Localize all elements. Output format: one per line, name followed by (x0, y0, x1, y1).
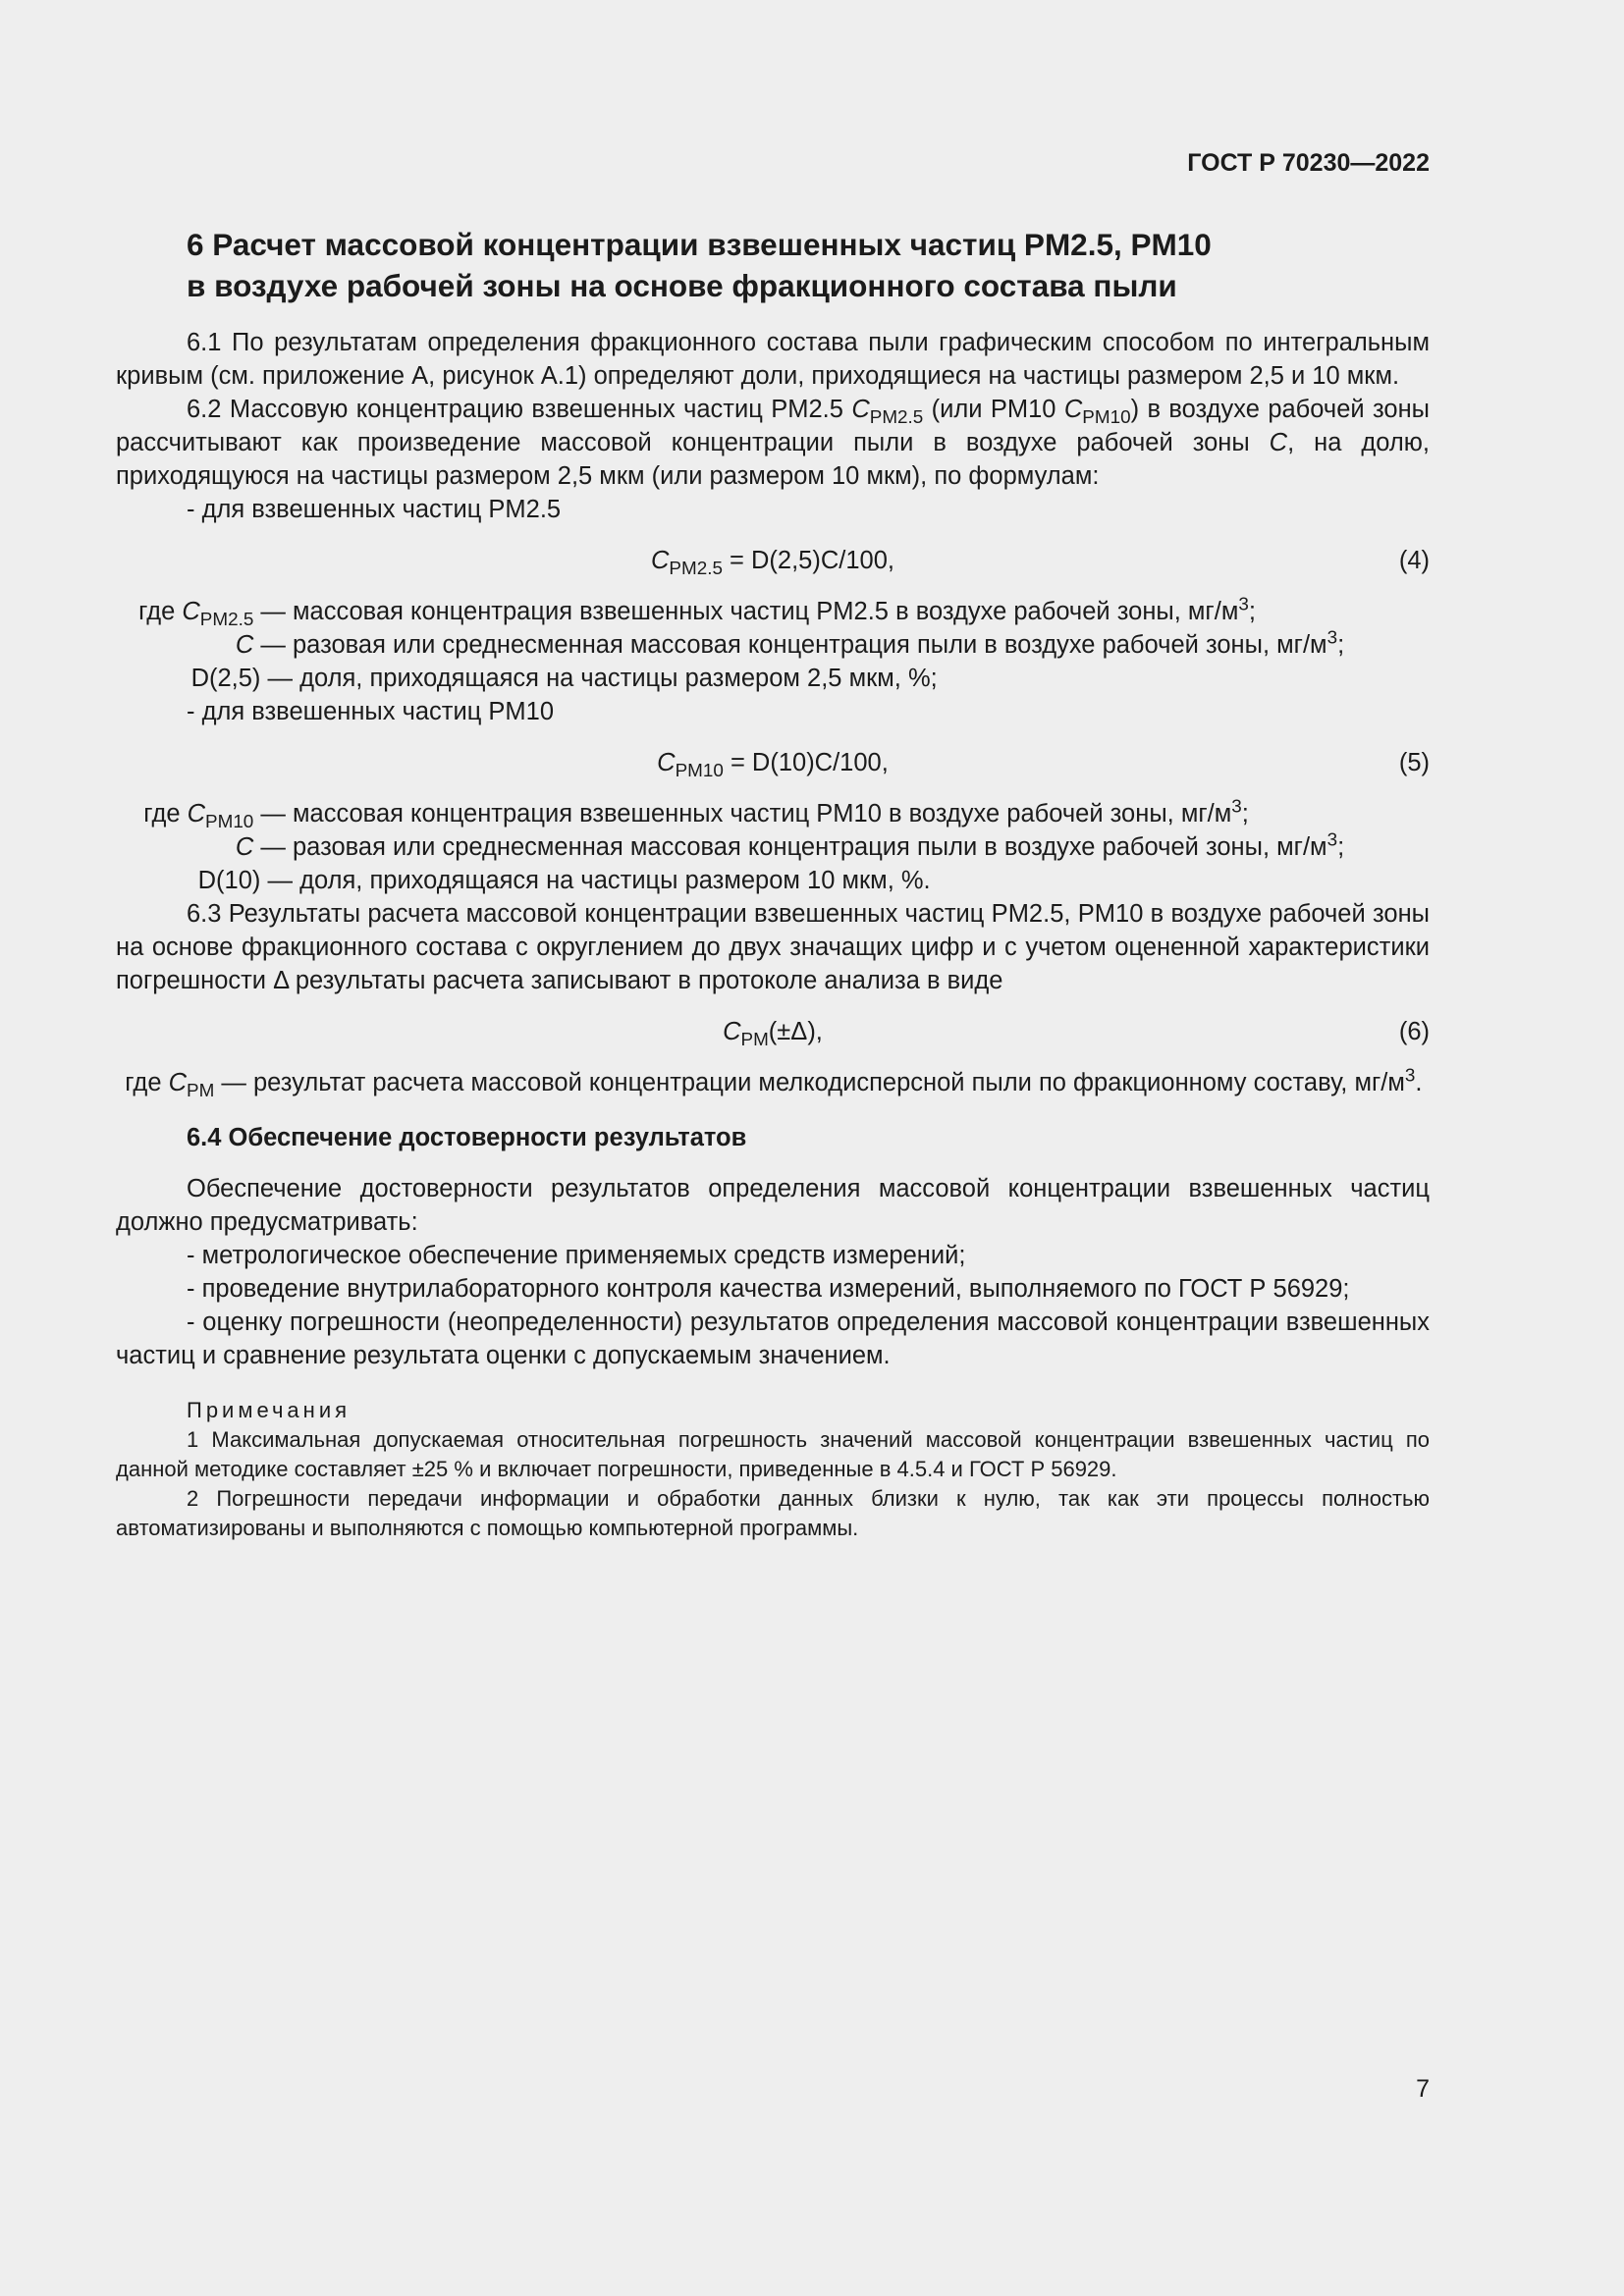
symbol-c: C (182, 598, 200, 625)
symbol-c: C (1063, 396, 1083, 423)
text-run: доля, приходящаяся на частицы размером 10 мкм, %. (299, 867, 931, 894)
definition-text (293, 628, 1430, 662)
page-content (116, 224, 1430, 1543)
formula-4-expression (116, 544, 1430, 577)
formula-4-number: (4) (1398, 547, 1430, 574)
definition-term (116, 830, 293, 864)
superscript-3: 3 (1326, 626, 1338, 648)
formula-5-number: (5) (1398, 749, 1430, 776)
list-item: - проведение внутрилабораторного контроля качества измерений, выполняемого по ГОСТ Р 56929; (187, 1275, 1350, 1303)
subscript-pm: PM (740, 1029, 769, 1050)
definition-term (116, 1066, 253, 1099)
text-run: разовая или среднесменная массовая концентрация пыли в воздухе рабочей зоны, мг/м (293, 631, 1327, 659)
definition-term: D(2,5) — (190, 665, 293, 692)
definition-term: D(10) — (197, 867, 293, 894)
definition-text (293, 797, 1430, 830)
punct: ; (1337, 631, 1345, 659)
section-6-heading-line-2: в воздухе рабочей зоны на основе фракционного состава пыли (187, 268, 1177, 303)
where-word: где (138, 598, 183, 625)
paragraph-6-1: 6.1 По результатам определения фракционного состава пыли графическим способом по интегральным кривым (см. приложение А, рисунок А.1) определяют доли, приходящиеся на частицы размером 2,5 и 10 мкм. (116, 329, 1430, 390)
symbol-c: C (187, 800, 206, 828)
definition-c-2 (116, 830, 1430, 864)
punct: ; (1337, 833, 1345, 861)
list-item: - оценку погрешности (неопределенности) результатов определения массовой концентрации взвешенных частиц и сравнение результата оценки с допускаемым значением. (116, 1308, 1430, 1369)
text-run: массовая концентрация взвешенных частиц PM2.5 в воздухе рабочей зоны, мг/м (293, 598, 1239, 625)
notes-title: Примечания (187, 1398, 352, 1422)
paragraph-6-3: 6.3 Результаты расчета массовой концентрации взвешенных частиц PM2.5, PM10 в воздухе рабочей зоны на основе фракционного состава с округлением до двух значащих цифр и с учетом оцененной характеристики погрешности Δ результаты расчета записывают в протоколе анализа в виде (116, 900, 1430, 994)
symbol-c: C (1269, 429, 1288, 456)
superscript-3: 3 (1404, 1064, 1416, 1086)
em-dash: — (253, 833, 286, 861)
formula-5-rhs: = D(10)C/100, (723, 749, 889, 776)
page-number: 7 (1416, 2075, 1430, 2103)
formula-5-expression (116, 746, 1430, 779)
definition-term (116, 628, 293, 662)
punct: ; (1241, 800, 1249, 828)
punct: ; (1248, 598, 1256, 625)
definition-text (293, 662, 1430, 695)
definition-term (116, 797, 293, 830)
formula-6-rhs: (±Δ), (768, 1018, 823, 1045)
definition-text (293, 595, 1430, 628)
text-run: массовая концентрация взвешенных частиц PM10 в воздухе рабочей зоны, мг/м (293, 800, 1232, 828)
symbol-c: C (235, 631, 254, 659)
symbol-c: C (168, 1069, 188, 1096)
paragraph-6-2 (116, 393, 1430, 493)
formula-5 (116, 746, 1430, 779)
subscript-pm25: PM2.5 (199, 609, 254, 630)
text-run: , на долю, приходящуюся на частицы размером 2,5 мкм (или размером 10 мкм), по формулам: (116, 429, 1430, 490)
symbol-c: C (657, 749, 676, 776)
where-word: где (125, 1069, 169, 1096)
formula-4-rhs: = D(2,5)C/100, (722, 547, 894, 574)
superscript-3: 3 (1231, 795, 1242, 817)
section-6-heading-line-1: 6 Расчет массовой концентрации взвешенных частиц PM2.5, PM10 (187, 227, 1212, 262)
formula-6-expression (116, 1015, 1430, 1048)
definition-cpm (116, 1066, 1430, 1099)
definition-text (293, 864, 1430, 897)
subscript-pm10: PM10 (675, 760, 724, 781)
punct: . (1415, 1069, 1423, 1096)
symbol-c: C (723, 1018, 741, 1045)
definition-c (116, 628, 1430, 662)
formula-4 (116, 544, 1430, 577)
definition-d25 (116, 662, 1430, 695)
text-run: ) в воздухе рабочей зоны рассчитывают как произведение массовой концентрации пыли в воздухе рабочей зоны (116, 396, 1430, 456)
symbol-c: C (851, 396, 870, 423)
where-word: где (143, 800, 188, 828)
symbol-c: C (235, 833, 254, 861)
definition-cpm10 (116, 797, 1430, 830)
formula-6 (116, 1015, 1430, 1048)
text-run: результат расчета массовой концентрации мелкодисперсной пыли по фракционному составу, мг/м (253, 1069, 1405, 1096)
note-2: 2 Погрешности передачи информации и обработки данных близки к нулю, так как эти процессы полностью автоматизированы и выполняются с помощью компьютерной программы. (116, 1486, 1430, 1540)
subscript-pm25: PM2.5 (669, 558, 723, 579)
list-item-pm25: - для взвешенных частиц PM2.5 (187, 496, 562, 523)
em-dash: — (253, 598, 286, 625)
document-id-header: ГОСТ Р 70230—2022 (1187, 149, 1430, 177)
section-6-4-heading: 6.4 Обеспечение достоверности результатов (187, 1124, 747, 1151)
note-1: 1 Максимальная допускаемая относительная погрешность значений массовой концентрации взвешенных частиц по данной методике составляет ±25 % и включает погрешности, приведенные в 4.5.4 и ГОСТ Р 56929. (116, 1427, 1430, 1481)
em-dash: — (253, 631, 286, 659)
superscript-3: 3 (1326, 828, 1338, 850)
subscript-pm10: PM10 (1082, 406, 1131, 428)
section-6-4-intro: Обеспечение достоверности результатов определения массовой концентрации взвешенных частиц должно предусматривать: (116, 1175, 1430, 1236)
list-item-pm10: - для взвешенных частиц PM10 (187, 698, 555, 725)
subscript-pm10: PM10 (205, 811, 254, 832)
subscript-pm: PM (187, 1080, 215, 1101)
notes-block (116, 1396, 1430, 1543)
text-run: доля, приходящаяся на частицы размером 2,5 мкм, %; (299, 665, 938, 692)
section-6-heading (187, 224, 1430, 306)
text-run: разовая или среднесменная массовая концентрация пыли в воздухе рабочей зоны, мг/м (293, 833, 1327, 861)
em-dash: — (214, 1069, 246, 1096)
list-item: - метрологическое обеспечение применяемых средств измерений; (187, 1242, 966, 1269)
text-run: (или PM10 (923, 396, 1064, 423)
definition-d10 (116, 864, 1430, 897)
text-run: 6.2 Массовую концентрацию взвешенных частиц PM2.5 (187, 396, 852, 423)
superscript-3: 3 (1238, 593, 1249, 614)
subscript-pm25: PM2.5 (869, 406, 924, 428)
em-dash: — (253, 800, 286, 828)
definition-text (253, 1066, 1430, 1099)
formula-6-number: (6) (1398, 1018, 1430, 1045)
definition-text (293, 830, 1430, 864)
symbol-c: C (651, 547, 670, 574)
definition-term (116, 595, 293, 628)
definition-cpm25 (116, 595, 1430, 628)
